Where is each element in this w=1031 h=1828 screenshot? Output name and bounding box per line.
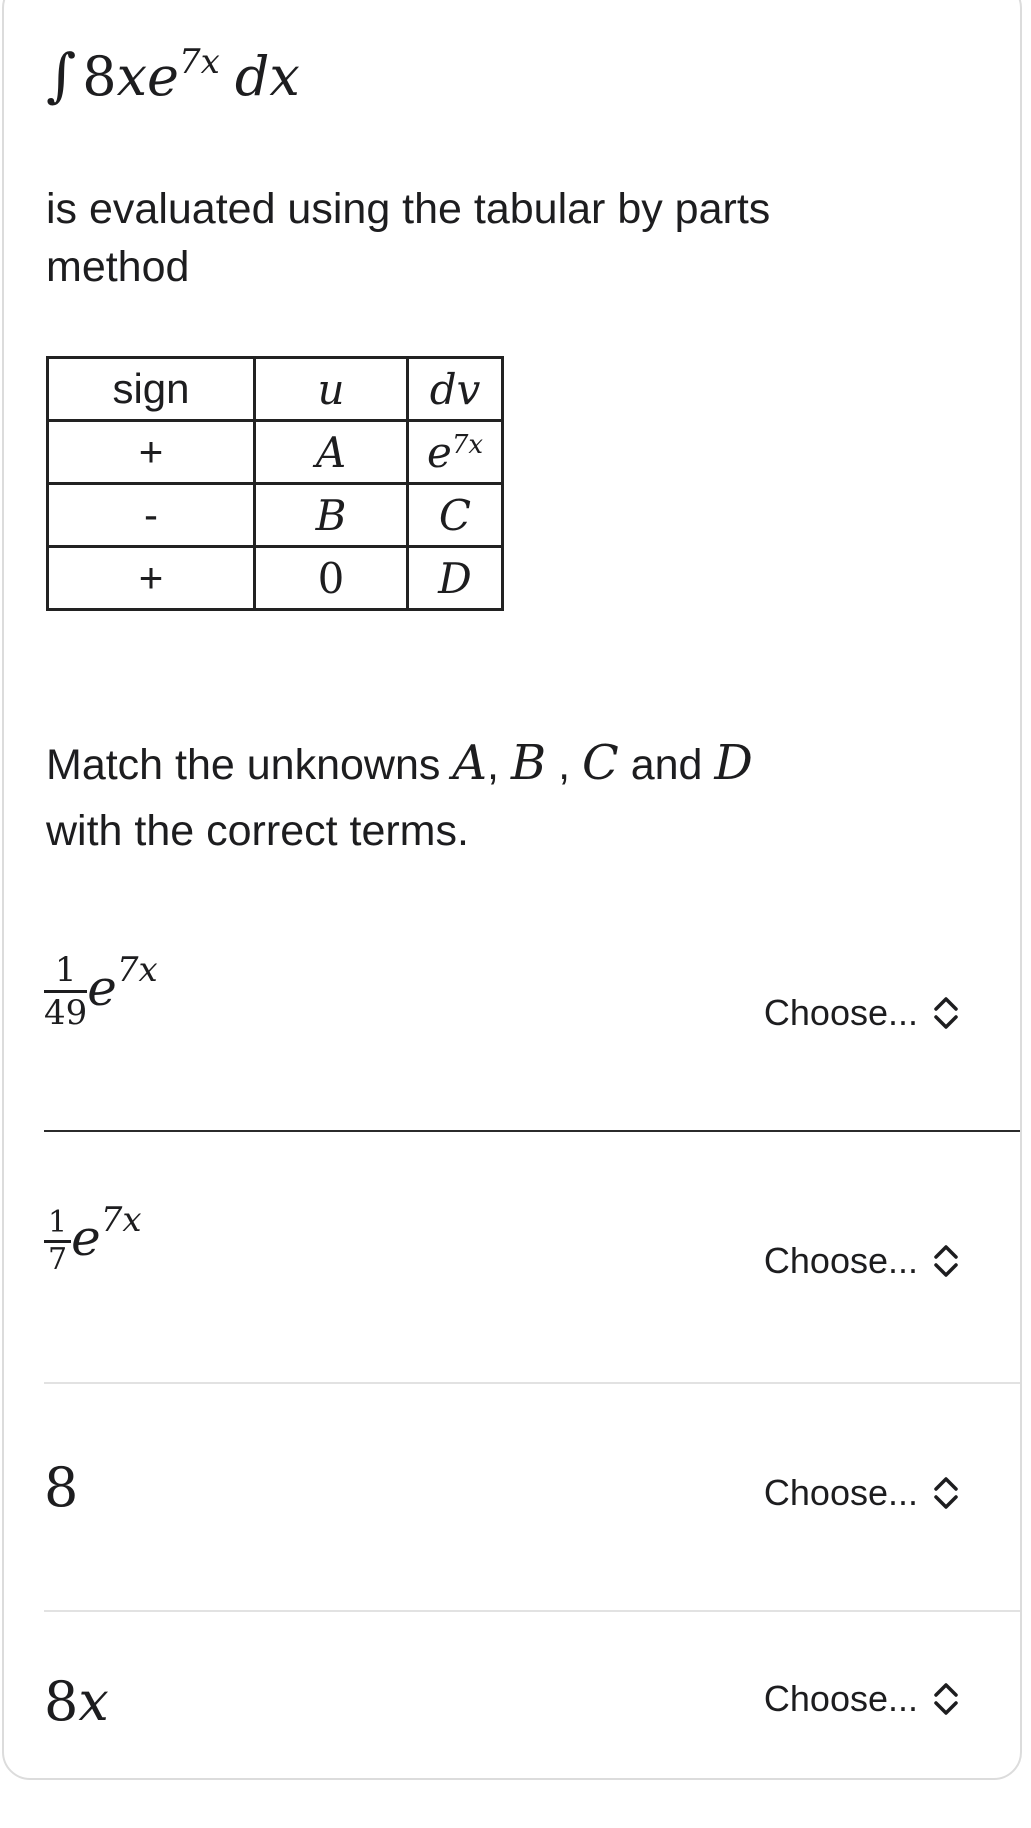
dv-base: e xyxy=(426,427,452,477)
table-header-row xyxy=(48,358,503,421)
term-label xyxy=(44,1200,142,1277)
select-label: Choose... xyxy=(763,1678,918,1719)
fraction-denominator: 49 xyxy=(44,993,88,1034)
instruction-comma: , xyxy=(487,741,511,789)
tabular-table xyxy=(46,356,504,611)
cell-sign: + xyxy=(48,421,255,484)
instruction-text xyxy=(46,730,946,864)
cell-u: B xyxy=(255,484,408,547)
term-coefficient: 8 xyxy=(44,1670,79,1733)
table-row xyxy=(48,547,503,610)
instruction-and: and xyxy=(618,741,715,789)
header-u: u xyxy=(255,358,408,421)
term-variable: x xyxy=(78,1670,109,1733)
header-dv: dv xyxy=(408,358,503,421)
fraction-numerator: 1 xyxy=(44,1206,71,1243)
unknown-c: C xyxy=(582,735,619,791)
integral-exp-base: e xyxy=(147,45,180,108)
cell-u: 0 xyxy=(255,547,408,610)
cell-u: A xyxy=(255,421,408,484)
integral-expression xyxy=(46,22,300,117)
match-row xyxy=(44,1612,1020,1772)
instruction-part1: Match the unknowns xyxy=(46,741,453,789)
term-exponent: 7x xyxy=(116,950,158,990)
unknown-b: B xyxy=(510,735,547,791)
fraction-numerator: 1 xyxy=(44,950,87,993)
chevron-up-down-icon xyxy=(932,993,960,1033)
term-base: e xyxy=(71,1209,101,1267)
integral-symbol: ∫ xyxy=(46,41,77,109)
match-row xyxy=(44,1384,1020,1612)
select-label: Choose... xyxy=(763,1472,918,1513)
select-label: Choose... xyxy=(763,992,918,1033)
term-base: e xyxy=(87,959,117,1017)
chevron-up-down-icon xyxy=(932,1473,960,1513)
instruction-part2: with the correct terms. xyxy=(46,807,469,855)
term-label xyxy=(44,1670,109,1733)
chevron-up-down-icon xyxy=(932,1679,960,1719)
cell-dv: D xyxy=(408,547,503,610)
term-label: 8 xyxy=(44,1456,79,1519)
match-select[interactable] xyxy=(764,992,960,1034)
dv-exponent: 7x xyxy=(451,429,484,460)
match-row xyxy=(44,940,1020,1132)
match-row xyxy=(44,1132,1020,1384)
term-exponent: 7x xyxy=(100,1200,142,1240)
table-row xyxy=(48,484,503,547)
unknown-d: D xyxy=(714,735,753,791)
cell-sign: + xyxy=(48,547,255,610)
fraction-denominator: 7 xyxy=(48,1242,68,1278)
integral-coefficient: 8 xyxy=(82,45,117,108)
prompt-text: is evaluated using the tabular by parts method xyxy=(46,185,771,291)
integral-exponent: 7x xyxy=(179,42,220,82)
match-select[interactable] xyxy=(764,1472,960,1514)
cell-dv xyxy=(408,421,503,484)
header-sign: sign xyxy=(48,358,255,421)
match-select[interactable] xyxy=(764,1240,960,1282)
select-label: Choose... xyxy=(763,1240,918,1281)
integral-variable: x xyxy=(116,45,148,108)
match-select[interactable] xyxy=(764,1678,960,1720)
cell-dv: C xyxy=(408,484,503,547)
table-row xyxy=(48,421,503,484)
cell-sign: - xyxy=(48,484,255,547)
unknown-a: A xyxy=(452,735,488,791)
instruction-comma: , xyxy=(546,741,583,789)
fraction xyxy=(44,1206,71,1277)
integral-differential: dx xyxy=(234,45,300,108)
chevron-up-down-icon xyxy=(932,1241,960,1281)
term-label xyxy=(44,950,158,1033)
fraction xyxy=(44,950,87,1033)
